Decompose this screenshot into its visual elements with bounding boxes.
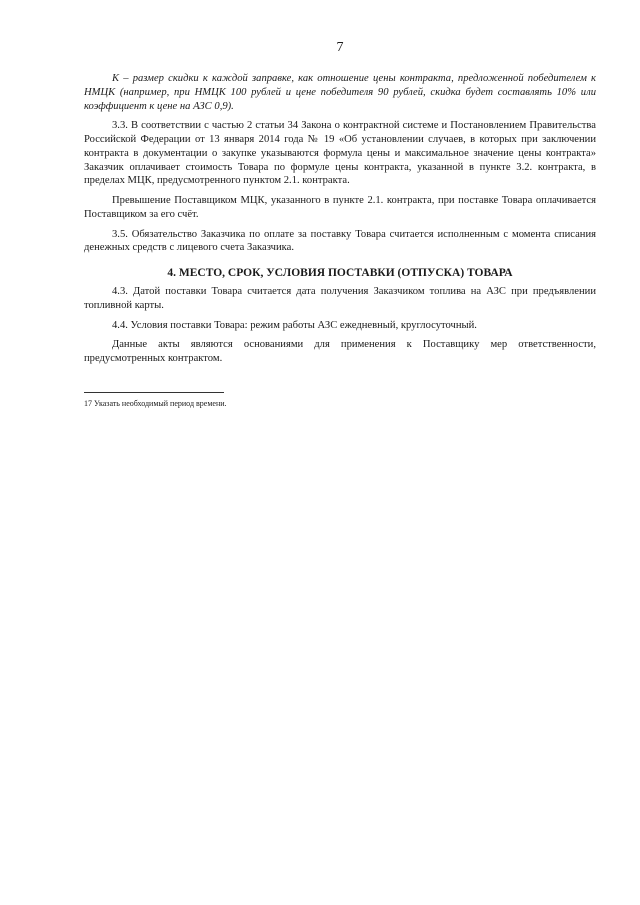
paragraph-3-5: 3.5. Обязательство Заказчика по оплате за поставку Товара считается исполненным с момента списания денежных средств с лицевого счета Заказчика. [84, 228, 596, 254]
footnote-17: 17 Указать необходимый период времени. [84, 399, 227, 409]
document-page [84, 40, 596, 412]
paragraph-4-3: 4.3. Датой поставки Товара считается дата получения Заказчиком топлива на АЗС при предъявлении топливной карты. [84, 286, 596, 311]
paragraph-3-3: 3.3. В соответствии с частью 2 статьи 34 Закона о контрактной системе и Постановлением Правительства Российской Федерации от 13 января 2014 года № 19 «Об установлении случаев, в которых при заключении контракта в документации о закупке указываются формула цены и максимальное значение цены контракта» Заказчик оплачивает стоимость Товара по формуле цены контракта, указанной в пункте 3.2. контракта, в пределах МЦК, предусмотренного пунктом 2.1. контракта. [84, 120, 596, 187]
page-number: 7 [336, 40, 344, 55]
paragraph-mck-excess: Превышение Поставщиком МЦК, указанного в пункте 2.1. контракта, при поставке Товара оплачивается Поставщиком за его счёт. [84, 195, 596, 220]
paragraph-k-definition: К – размер скидки к каждой заправке, как отношение цены контракта, предложенной победителем к НМЦК (например, при НМЦК 100 рублей и цене победителя 90 рублей, скидка будет составлять 10% или коэффициент к цене на АЗС 0,9). [84, 73, 596, 112]
paragraph-acts: Данные акты являются основаниями для применения к Поставщику мер ответственности, предусмотренных контрактом. [84, 339, 596, 365]
paragraph-4-4: 4.4. Условия поставки Товара: режим работы АЗС ежедневный, круглосуточный. [112, 319, 477, 331]
section-title: 4. МЕСТО, СРОК, УСЛОВИЯ ПОСТАВКИ (ОТПУСКА) ТОВАРА [167, 267, 513, 280]
footnote-divider [84, 392, 224, 393]
